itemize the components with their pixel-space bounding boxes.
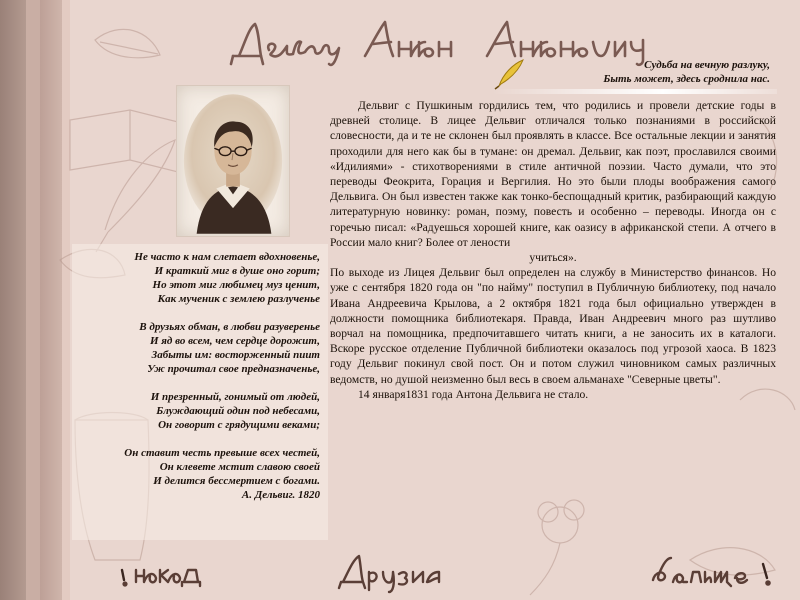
poem-stanza — [76, 250, 320, 306]
back-button[interactable] — [110, 548, 220, 598]
poem-line: Забыты им: восторженный пиит — [151, 349, 320, 361]
portrait-image — [176, 85, 290, 237]
poem-stanza — [76, 390, 320, 432]
epigraph-line: Быть может, здесь сроднила нас. — [603, 73, 770, 85]
poem-line: Не часто к нам слетает вдохновенье, — [134, 251, 320, 263]
epigraph — [520, 58, 770, 86]
poem-line: И краткий миг в душе оно горит; — [154, 265, 320, 277]
paragraph-end-line: учиться». — [529, 251, 577, 265]
poem-line: Он клевете мстит славою своей — [159, 461, 320, 473]
poem-signature: А. Дельвиг. 1820 — [241, 489, 320, 501]
epigraph-underline — [492, 89, 777, 94]
poem-stanza — [76, 446, 320, 502]
friends-button-lettering — [335, 548, 450, 598]
biography-paragraph: 14 января1831 года Антона Дельвига не стало. — [358, 387, 589, 401]
back-button-lettering — [110, 548, 220, 598]
poem-line: Блуждающий один под небесами, — [156, 405, 320, 417]
left-stripe-3 — [40, 0, 62, 600]
poem-line: И делится бессмертием с богами. — [153, 475, 320, 487]
portrait-drawing — [177, 86, 289, 236]
poem-stanza — [76, 320, 320, 376]
paragraph-text: Дельвиг с Пушкиным гордились тем, что родились и провели детские годы в древней столице. В лицее Дельвиг отличался только познаниями в российской словесности, да и те не склонен был проявлять в классе. Все остальные лекции и занятия проходили для него как бы в тумане: он дремал. Дельвиг, как поэт, прославился своими «Идилиями» - стихотворениями в стиле античной поэзии. Часто думали, что это переводы Феокрита, Горация и Вергилия. Но это были плоды воображения самого Дельвига. Он был известен также как тонко-беспощадный критик, разбирающий каждую литературную новинку: роман, поэму, повесть и особенно – переводы. Иногда он с горечью писал: «Радуешься хорошей книге, как оазису в африканской степи. А отчего в России мало книг? Более от лености — [330, 99, 776, 249]
epigraph-line: Судьба на вечную разлуку, — [644, 59, 770, 71]
friends-button[interactable] — [335, 548, 450, 598]
poem-line: Он говорит с грядущими веками; — [158, 419, 320, 431]
left-stripe-1 — [0, 0, 26, 600]
next-button[interactable] — [645, 548, 785, 598]
left-stripe-4 — [62, 0, 70, 600]
biography-paragraph — [330, 98, 776, 265]
poem-line: И презренный, гонимый от людей, — [150, 391, 320, 403]
poem — [76, 250, 320, 502]
poem-line: Уж прочитал свое предназначенье, — [147, 363, 320, 375]
biography-text — [330, 98, 776, 402]
next-button-lettering — [645, 548, 785, 598]
poem-line: Он ставит честь превыше всех честей, — [124, 447, 320, 459]
poem-line: В друзьях обман, в любви разуверенье — [139, 321, 320, 333]
left-stripe-2 — [26, 0, 40, 600]
poem-line: И яд во всем, чем сердце дорожит, — [149, 335, 320, 347]
biography-paragraph: По выходе из Лицея Дельвиг был определен на службу в Министерство финансов. Но уже с сентября 1820 года он "по найму" поступил в Публичную библиотеку, под начало Ивана Андреевича Крылова, а 2 октября 1821 года был официально утвержден в должности помощника библиотекаря. Правда, Иван Андреевич много раз шутливо ворчал на помощника, предпочитавшего читать книги, а не заносить их в каталоги. Вскоре русское отделение Публичной библиотеки оказалось под угрозой хаоса. В 1823 году Дельвиг покинул свой пост. Он и потом служил чиновником самых различных ведомств, но душой неизменно был весь в своем альманахе "Северные цветы". — [330, 266, 776, 386]
poem-line: Но этот миг любимец муз ценит, — [152, 279, 320, 291]
poem-line: Как мученик с землею разлученье — [157, 293, 320, 305]
